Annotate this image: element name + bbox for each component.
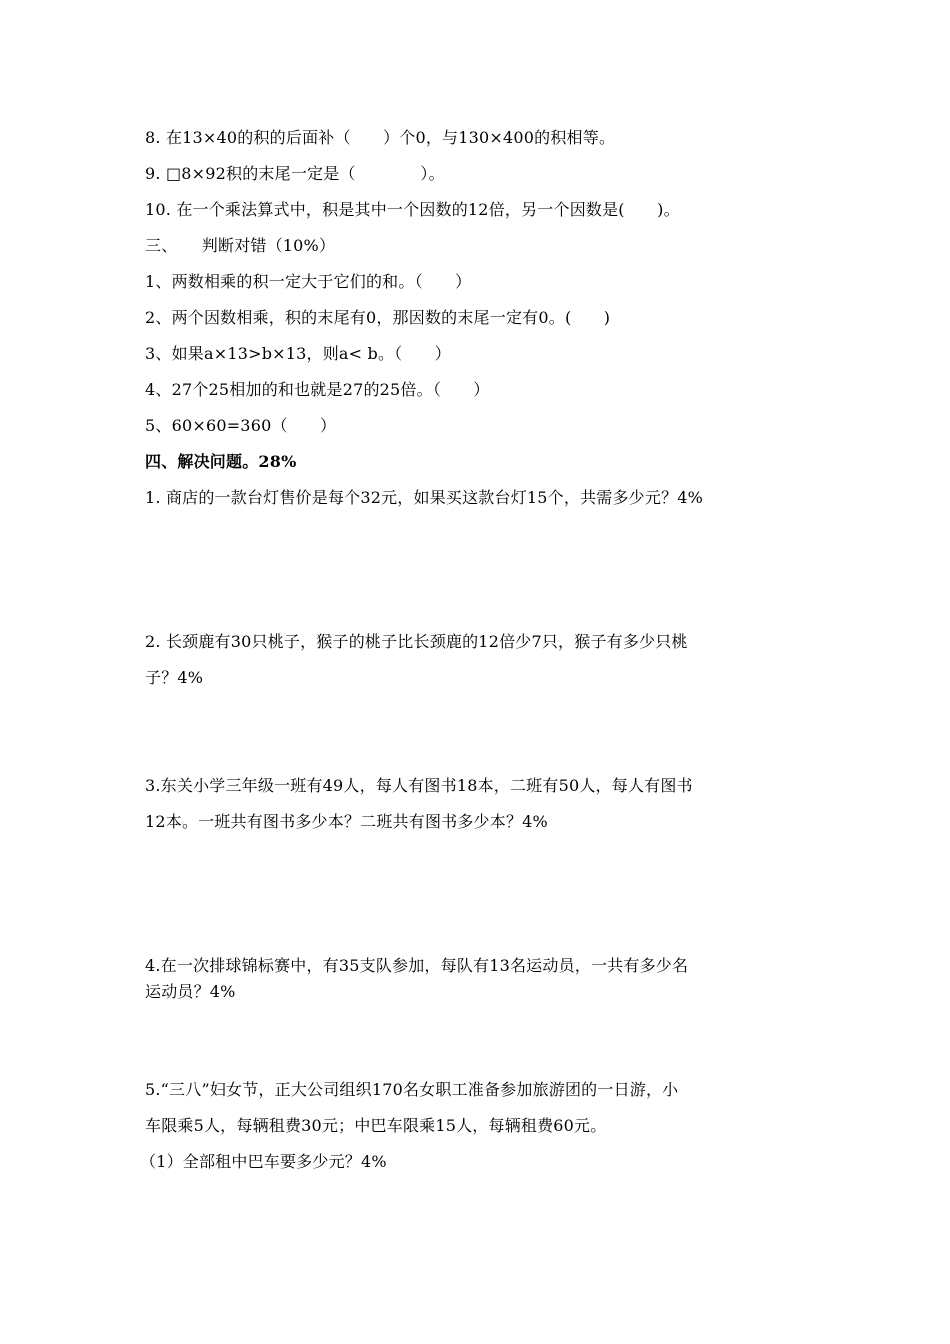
judge-item-1: 1、两数相乘的积一定大于它们的和。（ ） (145, 272, 472, 291)
problem-2-line-2: 子？4% (145, 668, 204, 687)
question-10: 10. 在一个乘法算式中，积是其中一个因数的12倍，另一个因数是( )。 (145, 200, 680, 219)
problem-5-line-2: 车限乘5人，每辆租费30元；中巴车限乘15人，每辆租费60元。 (145, 1116, 607, 1135)
judge-item-5: 5、60×60=360（ ） (145, 416, 337, 435)
judge-item-3: 3、如果a×13>b×13，则a< b。（ ） (145, 344, 451, 363)
problem-3-line-1: 3.东关小学三年级一班有49人，每人有图书18本，二班有50人，每人有图书 (145, 776, 693, 795)
judge-item-4: 4、27个25相加的和也就是27的25倍。（ ） (145, 380, 490, 399)
judge-item-2: 2、两个因数相乘，积的末尾有0，那因数的末尾一定有0。( ) (145, 308, 611, 327)
problem-2-line-1: 2. 长颈鹿有30只桃子，猴子的桃子比长颈鹿的12倍少7只，猴子有多少只桃 (145, 632, 688, 651)
section-4-title: 四、解决问题。28% (145, 452, 297, 471)
problem-5-subquestion-1: （1）全部租中巴车要多少元？4% (140, 1152, 387, 1171)
problem-1: 1. 商店的一款台灯售价是每个32元，如果买这款台灯15个，共需多少元？4% (145, 488, 704, 507)
problem-5-line-1: 5.“三八”妇女节，正大公司组织170名女职工准备参加旅游团的一日游，小 (145, 1080, 679, 1099)
problem-3-line-2: 12本。一班共有图书多少本？二班共有图书多少本？4% (145, 812, 548, 831)
problem-4-line-1: 4.在一次排球锦标赛中，有35支队参加，每队有13名运动员，一共有多少名 (145, 956, 689, 975)
section-3-title: 三、 判断对错（10%） (145, 236, 336, 255)
problem-4-line-2: 运动员？4% (145, 982, 236, 1001)
question-8: 8. 在13×40的积的后面补（ ）个0，与130×400的积相等。 (145, 128, 616, 147)
question-9: 9. □8×92积的末尾一定是（ ）。 (145, 164, 445, 183)
